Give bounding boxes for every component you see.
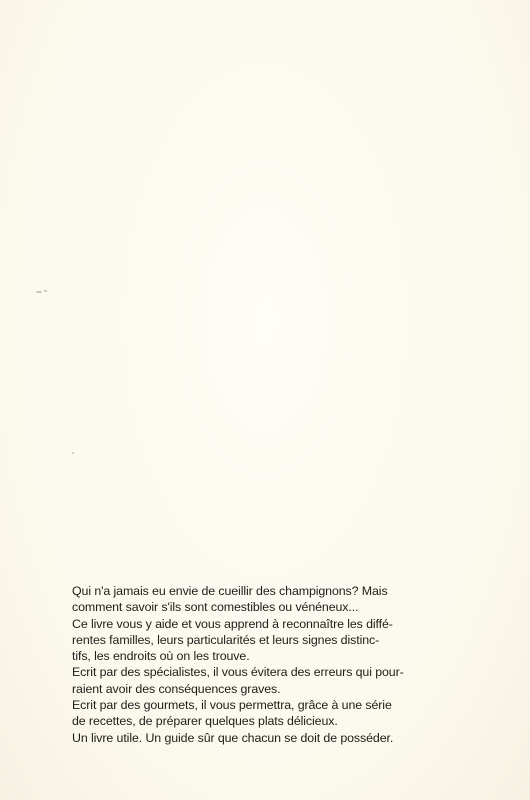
blurb-line: Ecrit par des gourmets, il vous permettra, grâce à une série [72,698,392,713]
blurb-line: raient avoir des conséquences graves. [72,681,281,696]
paper-speck [72,452,74,454]
blurb-line: Ecrit par des spécialistes, il vous évitera des erreurs qui pour- [72,665,404,680]
blurb-line: Qui n'a jamais eu envie de cueillir des champignons? Mais [72,584,388,598]
blurb-line: tifs, les endroits où on les trouve. [72,649,250,664]
back-cover-blurb [72,583,472,746]
blurb-line: Ce livre vous y aide et vous apprend à reconnaître les diffé- [72,616,393,631]
blurb-line: rentes familles, leurs particularités et leurs signes distinc- [72,632,380,647]
paper-speck [44,290,47,292]
blurb-line: Un livre utile. Un guide sûr que chacun se doit de posséder. [72,730,394,745]
paper-speck [36,291,42,293]
blurb-line: comment savoir s'ils sont comestibles ou vénéneux... [72,600,359,615]
blurb-line: de recettes, de préparer quelques plats délicieux. [72,714,338,729]
